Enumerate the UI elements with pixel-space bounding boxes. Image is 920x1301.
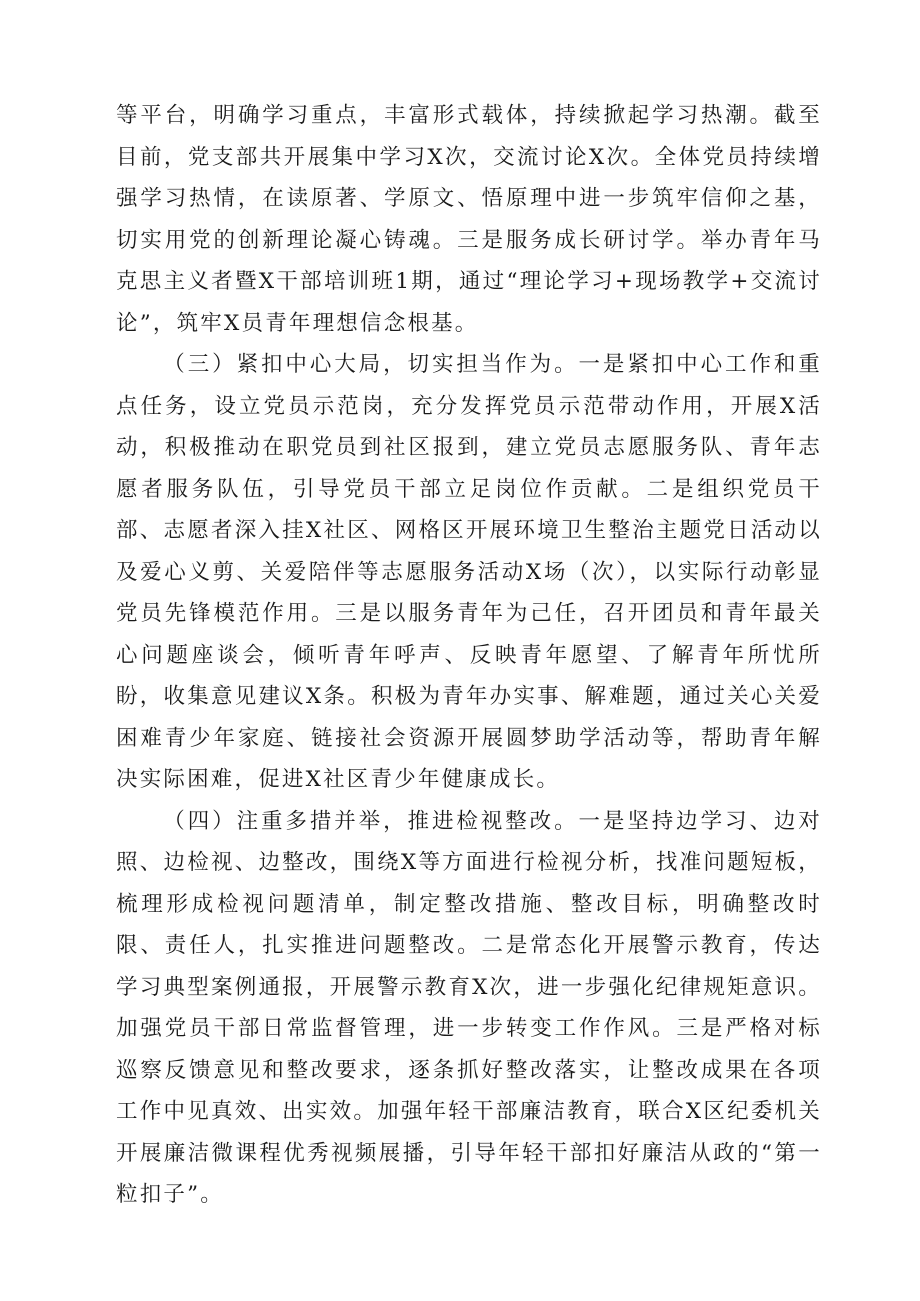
document-page (116, 95, 822, 1216)
paragraph-section-4: （四）注重多措并举，推进检视整改。一是坚持边学习、边对照、边检视、边整改，围绕X等方面进行检视分析，找准问题短板，梳理形成检视问题清单，制定整改措施、整改目标，明确整改时限、责任人，扎实推进问题整改。二是常态化开展警示教育，传达学习典型案例通报，开展警示教育X次，进一步强化纪律规矩意识。加强党员干部日常监督管理，进一步转变工作作风。三是严格对标巡察反馈意见和整改要求，逐条抓好整改落实，让整改成果在各项工作中见真效、出实效。加强年轻干部廉洁教育，联合X区纪委机关开展廉洁微课程优秀视频展播，引导年轻干部扣好廉洁从政的“第一粒扣子”。 (116, 808, 822, 1207)
paragraph-section-3: （三）紧扣中心大局，切实担当作为。一是紧扣中心工作和重点任务，设立党员示范岗，充分发挥党员示范带动作用，开展X活动，积极推动在职党员到社区报到，建立党员志愿服务队、青年志愿者服务队伍，引导党员干部立足岗位作贡献。二是组织党员干部、志愿者深入挂X社区、网格区开展环境卫生整治主题党日活动以及爱心义剪、关爱陪伴等志愿服务活动X场（次），以实际行动彰显党员先锋模范作用。三是以服务青年为己任，召开团员和青年最关心问题座谈会，倾听青年呼声、反映青年愿望、了解青年所忧所盼，收集意见建议X条。积极为青年办实事、解难题，通过关心关爱困难青少年家庭、链接社会资源开展圆梦助学活动等，帮助青年解决实际困难，促进X社区青少年健康成长。 (116, 352, 822, 792)
paragraph-continuation: 等平台，明确学习重点，丰富形式载体，持续掀起学习热潮。截至目前，党支部共开展集中学习X次，交流讨论X次。全体党员持续增强学习热情，在读原著、学原文、悟原理中进一步筑牢信仰之基，切实用党的创新理论凝心铸魂。三是服务成长研讨学。举办青年马克思主义者暨X干部培训班1期，通过“理论学习+现场教学+交流讨论”，筑牢X员青年理想信念根基。 (116, 103, 822, 336)
